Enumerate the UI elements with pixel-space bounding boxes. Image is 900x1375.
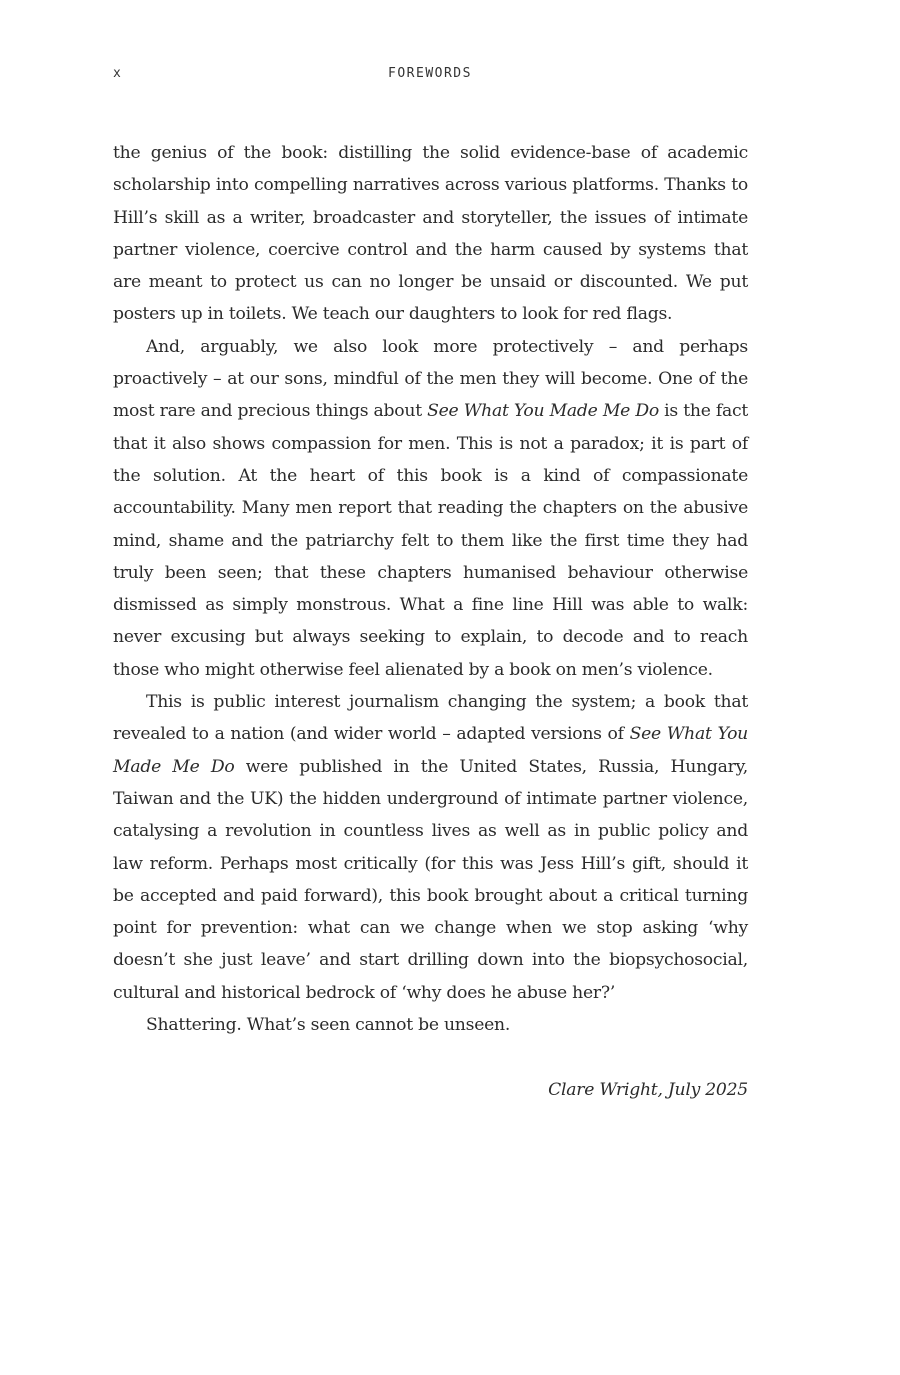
- foreword-body: [113, 137, 748, 1041]
- book-title: See What You Made Me Do: [427, 401, 659, 422]
- page-number: x: [113, 66, 123, 81]
- paragraph-1-text: the genius of the book: distilling the solid evidence-base of academic scholarship into compelling narratives across various platforms. Thanks to Hill’s skill as a writer, broadcaster and storyteller, the issues of intimate partner violence, coercive control and the harm caused by systems that are meant to protect us can no longer be unsaid or discounted. We put posters up in toilets. We teach our daughters to look for red flags.: [113, 143, 748, 325]
- book-title: See What You Made Me Do: [113, 724, 749, 777]
- paragraph-1: [113, 137, 748, 331]
- paragraph-3-text-a: This is public interest journalism changing the system; a book that revealed to a nation (and wider world – adapted versions of: [113, 692, 748, 745]
- running-head: [0, 66, 900, 86]
- paragraph-4: [113, 1009, 748, 1041]
- paragraph-2: [113, 331, 748, 686]
- running-section-title: FOREWORDS: [388, 66, 472, 81]
- author-signature: Clare Wright, July 2025: [548, 1080, 748, 1100]
- paragraph-2-text-b: is the fact that it also shows compassion for men. This is not a paradox; it is part of the solution. At the heart of this book is a kind of compassionate accountability. Many men report that reading the chapters on the abusive mind, shame and the patriarchy felt to them like the first time they had truly been seen; that these chapters humanised behaviour otherwise dismissed as simply monstrous. What a fine line Hill was able to walk: never excusing but always seeking to explain, to decode and to reach those who might otherwise feel alienated by a book on men’s violence.: [113, 401, 748, 680]
- paragraph-3-text-b: were published in the United States, Russia, Hungary, Taiwan and the UK) the hidden underground of intimate partner violence, catalysing a revolution in countless lives as well as in public policy and law reform. Perhaps most critically (for this was Jess Hill’s gift, should it be accepted and paid forward), this book brought about a critical turning point for prevention: what can we change when we stop asking ‘why doesn’t she just leave’ and start drilling down into the biopsychosocial, cultural and historical bedrock of ‘why does he abuse her?’: [113, 756, 748, 1003]
- paragraph-2-text-a: And, arguably, we also look more protectively – and perhaps proactively – at our sons, mindful of the men they will become. One of the most rare and precious things about: [113, 336, 748, 422]
- paragraph-4-text: Shattering. What’s seen cannot be unseen.: [146, 1015, 511, 1036]
- paragraph-3: [113, 686, 748, 1009]
